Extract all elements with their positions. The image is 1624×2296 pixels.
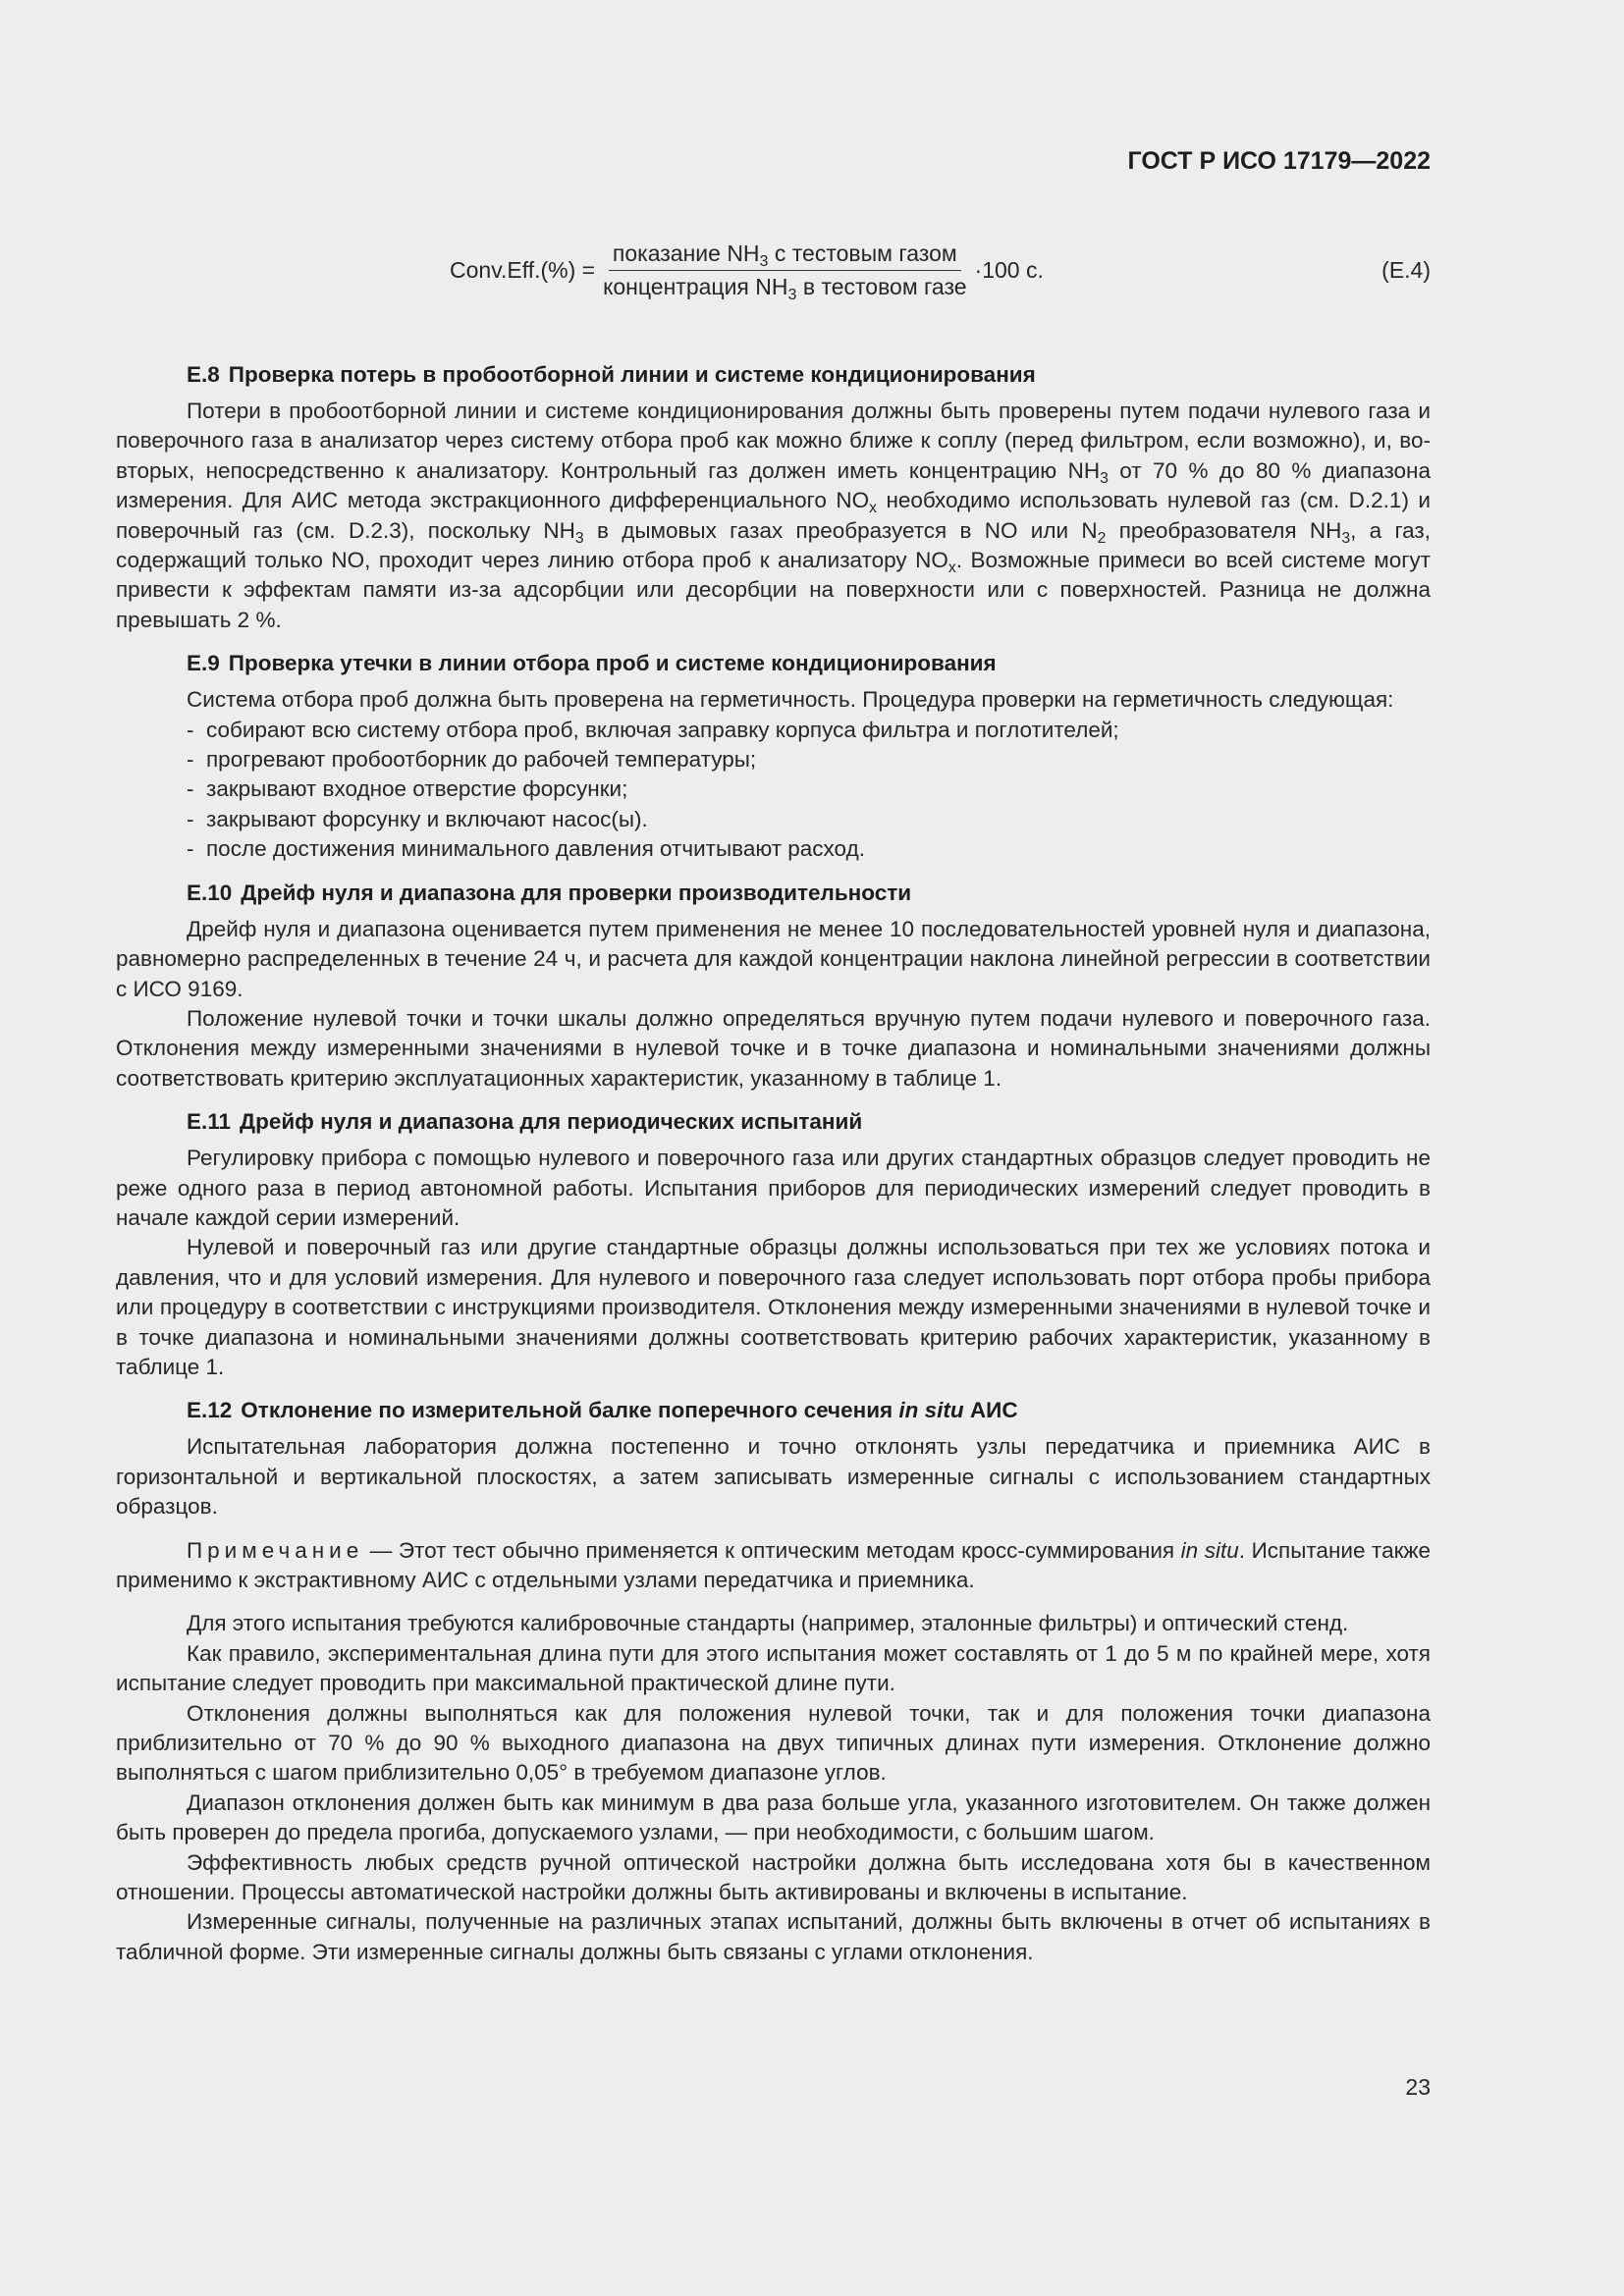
list-item: - собирают всю систему отбора проб, включая заправку корпуса фильтра и поглотителей; bbox=[187, 716, 1431, 745]
paragraph-e12-5: Диапазон отклонения должен быть как минимум в два раза больше угла, указанного изготовителем. Он также должен быть проверен до предела прогиба, допускаемого узлами, — при необходимости, с большим шагом. bbox=[116, 1789, 1431, 1845]
formula-lhs: Conv.Eff.(%) = bbox=[450, 256, 596, 283]
paragraph-e12-3: Как правило, экспериментальная длина пути для этого испытания может составлять от 1 до 5 м по крайней мере, хотя испытание следует проводить при максимальной практической длине пути. bbox=[116, 1640, 1431, 1696]
text-run: преобразователя NH bbox=[1106, 517, 1342, 543]
section-number: E.12 bbox=[187, 1398, 233, 1423]
formula-e4 bbox=[0, 236, 1624, 304]
paragraph-e11-1: Регулировку прибора с помощью нулевого и поверочного газа или других стандартных образцов следует проводить не реже одного раза в период автономной работы. Испытания приборов для периодических измерений следует проводить в начале каждой серии измерений. bbox=[116, 1146, 1431, 1230]
paragraph-e10-1: Дрейф нуля и диапазона оценивается путем применения не менее 10 последовательностей уровней нуля и диапазона, равномерно распределенных в течение 24 ч, и расчета для каждой концентрации наклона линейной регрессии в соответствии с ИСО 9169. bbox=[116, 916, 1431, 1001]
section-title: Отклонение по измерительной балке поперечного сечения bbox=[241, 1398, 899, 1423]
list-item: - после достижения минимального давления отчитывают расход. bbox=[187, 834, 1431, 864]
list-item: - прогревают пробоотборник до рабочей температуры; bbox=[187, 745, 1431, 774]
section-number: E.10 bbox=[187, 880, 233, 905]
note bbox=[116, 1536, 1431, 1596]
text-run: . Возможные примеси во всей системе могут привести к эффектам памяти из-за адсорбции или десорбции на поверхности или с поверхностей. Разница не должна превышать 2 %. bbox=[116, 548, 1431, 632]
denominator-subscript: 3 bbox=[787, 285, 797, 303]
note-italic: in situ bbox=[1180, 1537, 1239, 1563]
paragraph-e12-7: Измеренные сигналы, полученные на различных этапах испытаний, должны быть включены в отчет об испытаниях в табличной форме. Эти измеренные сигналы должны быть связаны с углами отклонения. bbox=[116, 1909, 1431, 1964]
list-item: - закрывают форсунку и включают насос(ы). bbox=[187, 805, 1431, 834]
paragraph-e12-4: Отклонения должны выполняться как для положения нулевой точки, так и для положения точки диапазона приблизительно от 70 % до 90 % выходного диапазона на двух типичных длинах пути измерения. Отклонение должно выполняться с шагом приблизительно 0,05° в требуемом диапазоне углов. bbox=[116, 1700, 1431, 1786]
text-run: , а газ, содержащий только NO, проходит через линию отбора проб к анализатору NO bbox=[116, 517, 1432, 573]
subscript: 3 bbox=[1100, 469, 1109, 487]
page-number: 23 bbox=[1405, 2074, 1431, 2100]
text-run: Потери в пробоотборной линии и системе кондиционирования должны быть проверены путем подачи нулевого газа и поверочного газа в анализатор через систему отбора проб как можно ближе к соплу (перед фильтром, если возможно), и, во-вторых, непосредственно к анализатору. Контрольный газ должен иметь концентрацию NH bbox=[116, 399, 1431, 483]
subscript: x bbox=[869, 500, 877, 517]
list-item: - закрывают входное отверстие форсунки; bbox=[187, 774, 1431, 804]
note-text-end: . Испытание также применимо к экстрактивному АИС с отдельными узлами передатчика и приемника. bbox=[116, 1537, 1431, 1592]
text-run: необходимо использовать нулевой газ (см. D.2.1) и поверочный газ (см. D.2.3), поскольку NH bbox=[116, 488, 1431, 543]
paragraph-e12-6: Эффективность любых средств ручной оптической настройки должна быть исследована хотя бы в качественном отношении. Процессы автоматической настройки должны быть активированы и включены в испытание. bbox=[116, 1849, 1431, 1905]
formula-denominator bbox=[599, 271, 970, 303]
section-heading-e8 bbox=[116, 360, 1431, 390]
paragraph-e12-2: Для этого испытания требуются калибровочные стандарты (например, эталонные фильтры) и оптический стенд. bbox=[187, 1611, 1349, 1636]
subscript: 3 bbox=[574, 529, 584, 547]
formula-numerator bbox=[609, 240, 961, 271]
text-run: от 70 % до 80 % диапазона измерения. Для АИС метода экстракционного дифференциального NO bbox=[116, 457, 1431, 513]
section-title-end: АИС bbox=[963, 1398, 1018, 1423]
section-number: E.11 bbox=[187, 1109, 232, 1135]
subscript: 3 bbox=[1341, 529, 1351, 547]
section-heading-e9 bbox=[116, 649, 1431, 678]
denominator-text: концентрация NH bbox=[603, 273, 788, 299]
conversion-efficiency-formula bbox=[450, 236, 1044, 304]
section-title: Дрейф нуля и диапазона для проверки производительности bbox=[241, 880, 912, 905]
numerator-text-2: с тестовым газом bbox=[768, 240, 957, 266]
section-number: E.9 bbox=[187, 651, 220, 676]
formula-rhs: ·100 с. bbox=[974, 256, 1044, 283]
section-heading-e11 bbox=[116, 1107, 1431, 1137]
numerator-subscript: 3 bbox=[759, 251, 769, 270]
section-heading-e12 bbox=[116, 1396, 1431, 1425]
subscript: 2 bbox=[1097, 529, 1107, 547]
paragraph-e12-1: Испытательная лаборатория должна постепенно и точно отклонять узлы передатчика и приемника АИС в горизонтальной и вертикальной плоскостях, а затем записывать измеренные сигналы с использованием стандартных образцов. bbox=[116, 1434, 1431, 1520]
document-body bbox=[116, 360, 1431, 1967]
subscript: x bbox=[947, 560, 956, 577]
section-title-italic: in situ bbox=[898, 1398, 964, 1423]
note-text: — Этот тест обычно применяется к оптическим методам кросс-суммирования bbox=[363, 1537, 1181, 1563]
section-title: Дрейф нуля и диапазона для периодических испытаний bbox=[240, 1109, 863, 1135]
numerator-text: показание NH bbox=[612, 240, 760, 266]
paragraph-e9-intro: Система отбора проб должна быть проверена на герметичность. Процедура проверки на герметичность следующая: bbox=[187, 687, 1394, 713]
paragraph-e10-2: Положение нулевой точки и точки шкалы должно определяться вручную путем подачи нулевого и поверочного газа. Отклонения между измеренными значениями в нулевой точке и в точке диапазона и номинальными значениями должны соответствовать критерию эксплуатационных характеристик, указанному в таблице 1. bbox=[116, 1005, 1431, 1091]
formula-number: (E.4) bbox=[1381, 257, 1431, 283]
formula-fraction bbox=[599, 240, 970, 303]
section-number: E.8 bbox=[187, 362, 220, 387]
section-heading-e10 bbox=[116, 879, 1431, 908]
note-label: Примечание bbox=[187, 1537, 364, 1563]
text-run: в дымовых газах преобразуется в NO или N bbox=[583, 517, 1098, 543]
paragraph-e11-2: Нулевой и поверочный газ или другие стандартные образцы должны использоваться при тех же условиях потока и давления, что и для условий измерения. Для нулевого и поверочного газа следует использовать порт отбора пробы прибора или процедуру в соответствии с инструкциями производителя. Отклонения между измеренными значениями в нулевой точке и в точке диапазона и номинальными значениями должны соответствовать критерию рабочих характеристик, указанному в таблице 1. bbox=[116, 1235, 1431, 1379]
section-title: Проверка утечки в линии отбора проб и системе кондиционирования bbox=[228, 651, 997, 676]
paragraph-e8 bbox=[116, 397, 1431, 635]
procedure-list bbox=[116, 716, 1431, 865]
section-title: Проверка потерь в пробоотборной линии и системе кондиционирования bbox=[228, 362, 1036, 387]
document-header: ГОСТ Р ИСО 17179—2022 bbox=[1127, 147, 1431, 175]
denominator-text-2: в тестовом газе bbox=[796, 273, 967, 299]
